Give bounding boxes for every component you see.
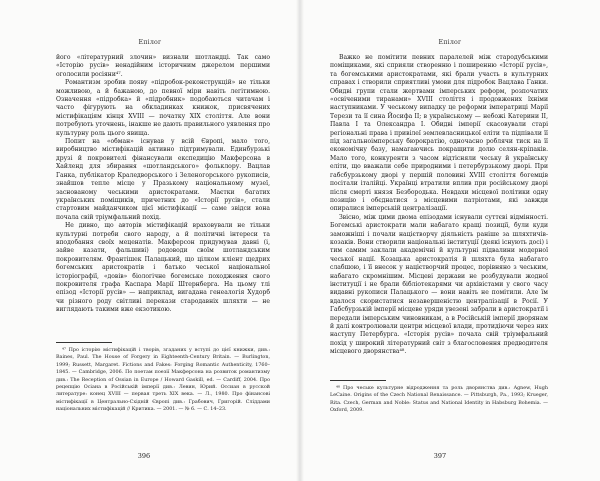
paragraph: його «літературний злочин» визнали шотландці. Так само «Історію русів» ненадійним історичним джерелом першими оголосили росіяни⁴⁷. bbox=[56, 54, 270, 78]
running-header: Епілог bbox=[138, 39, 162, 46]
footnotes bbox=[56, 347, 270, 414]
body-text bbox=[330, 54, 548, 357]
footnote: ⁴⁷ Про історію містифікацій і творів, згаданих у вступі до цієї книжки, див.: Baines, Paul. The House of Forgery in Eighteenth-Century Britain. — Burlington, 1999; Russett, Margaret. Fictions and Fakes: Forging Romantic Authenticity, 1760–1845. — Cambridge, 2006. По поетам поезії Макферсона на розвиток романтизму див.: The Reception of Ossian in Europe / Howard Gaskill, ed. — Cardiff, 2004. Про рецепцію Осіана в Російській імперії див.: Левин, Юрий. Оссиан в русской литературе: конец XVIII — первая треть XIX века. — Л., 1980. Про фінансові містифікації в Центрально-Східній Європі див.: Грабович, Григорій. Сліддами національних містифікацій // Критика. — 2001. — № 6. — С. 14–23. bbox=[56, 347, 270, 413]
running-header: Епілог bbox=[438, 39, 462, 46]
footnote-rule bbox=[56, 342, 112, 343]
footnote-rule bbox=[330, 380, 386, 381]
footnote: ⁴⁸ Про чеське культурне відродження та роль дворянства див.: Agnew, Hugh LeCaine. Origins of the Czech National Renaissance. — Pittsburgh, Pa., 1993; Krueger, Rita. Czech, German and Noble: Status and National Identity in Habsburg Bohemia. — Oxford, 2009. bbox=[330, 385, 548, 414]
paragraph: Попит на «обман» існував у всій Європі, мало того, виробництво містифікацій активно підтримували. Единбурзькі друзі й покровителі фінансували експедицію Макферсона в Хайленд для збирання «шотландського» фольклору. Вацлав Ганка, публікатор Краледворського і Зеленогорського рукописів, знайшов тепле місце у Празькому національному музеї, заснованому чеськими аристократами. Маєтки багатих українських поміщиків, причетних до «Історії русів», стали стартовим майданчиком цієї містифікації — саме звідси вона почала свій тріумфальний похід. bbox=[56, 138, 270, 221]
paragraph: Звісно, між цими двома епізодами існували суттєві відмінності. Богемські аристократи мали набагато кращі позиції, були куди заможніші і почали націєтворчу діяльність раніше за шляхтичів-козаків. Вони створили національні інституції (деякі існують досі) і тим самим заклали академічні й культурні підвалини модерної чеської нації. Козацька аристократія й шляхта була набагато слабшою, і її внесок у націєтворчий процес, порівняно з чеським, набагато скромнішим. Місцеві держави не розбудували жодної інституції і не брали бібліотекарями чи архівістами у свого часу видавні рукописи Палацького — вони навіть не помітили. Але їм вдалося скористатися незавершеністю централізації в Росії. У Габсбурзькій імперії місцеве уряди увезені забрали в аристократії і передали імперським чиновникам, а в Російській імперії дворянам й далі контролювали центри місцевої влади, протидіючи через них наступу Петербурга. «Історія русів» почала свій тріумфальний похід у широкий літературний світ з благословення предводителя місцевого дворянства⁴⁸. bbox=[330, 213, 548, 356]
paragraph: Романтизм зробив появу «підробок-реконструкцій» не тільки можливою, а й бажаною, до певної міри навіть легітимною. Означення «підробка» й «підробник» подобаються читачам і часто фігурують на обкладинках книжок, присвячених містифікаціям кінця XVIII — початку XIX століття. Але вони потребують уточнень, інакше не дають правильного уявлення про культурну роль цього явища. bbox=[56, 79, 270, 137]
right-page bbox=[300, 0, 600, 481]
page-number: 397 bbox=[433, 452, 447, 460]
paragraph: Важко не помітити певних паралелей між стародубськими поміщиками, які сприяли створенню і поширенню «Історії русів», та богемськими аристократами, які брали участь в культурних справах і створили сприятливі умови для підробок Вацлава Ганки. Обидві групи стали жертвами імперських реформ, розпочатих «освіченими тиранами» XVIII століття і продовжених їхніми наступниками. У чеському випадку це реформи імператриці Марії Терези та її сина Йосифа II; в українському — небожі Катерини II, Павла I та Олександра I. Обидві імперії скасовували старі регіональні права і привілеї землевласницької еліти та підпівали її під загальноімперську бюрократію, одночасно роблячи тиск на її економічну базу, намагаючись покращити долю селян-кріпаків. Мало того, конкуренти з часом відтісняли чеську й українську еліти, що вважали себе природними і петербурзькому дворі. При габсбурзькому дворі у першій половині XVIII століття богемців посітали італійці. Українці втратили вплив при російському дворі після смерті князя Безбородька. Невдахи місцевої політики одну позицію і обєднатися з місцевими патріотами, які завжди опиралися імперській централізації. bbox=[330, 54, 548, 213]
page-number: 396 bbox=[137, 452, 151, 460]
body-text bbox=[56, 54, 270, 315]
paragraph: Не дивно, що авторів містифікацій враховували не тільки культурні потреби свого народу, а й політичні інтереси та вподобання своїх меценатів. Макферсон придумував давні (і, зайве казати, фальшиві) родоводи своїм шотландським покровителям. Франтішек Палацький, що цілком кліент щедрих богемських аристократів і батько чеської національної історіографії, «довів» біологічне богемське походження свого покровителя графа Каспара Марії Штернберга. На цьому тлі епізод «Історії русів» — наприклад, вигадана генеалогія Худорб чи різного роду світливі перекази стародавніх шляхти — не виглядають такими вже екзотикою. bbox=[56, 222, 270, 314]
footnotes bbox=[330, 385, 548, 415]
